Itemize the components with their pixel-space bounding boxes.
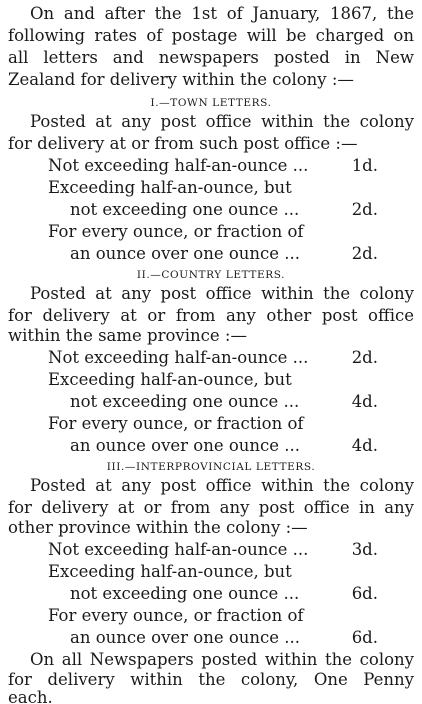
rate-label: Exceeding half-an-ounce, but: [48, 178, 292, 197]
town-rate-5: [70, 244, 378, 264]
section-heading-town: I.—TOWN LETTERS.: [150, 97, 272, 109]
rate-label: an ounce over one ounce ...: [70, 628, 301, 647]
country-rate-3: [70, 392, 378, 412]
intro-line-1: On and after the 1st of January, 1867, the: [30, 4, 414, 23]
town-rate-2: [48, 178, 378, 198]
interprovincial-rate-3: [70, 584, 378, 604]
interprovincial-rate-2: [48, 562, 378, 582]
newspapers-line-2: for delivery within the colony, One Penny: [8, 670, 414, 689]
rate-amount: 6d.: [351, 584, 378, 603]
rate-label: Exceeding half-an-ounce, but: [48, 562, 292, 581]
town-rate-4: [48, 222, 378, 242]
rate-label: Not exceeding half-an-ounce ...: [48, 156, 309, 175]
country-text-3: within the same province :—: [8, 326, 247, 345]
interprovincial-rate-5: [70, 628, 378, 648]
intro-line-3: all letters and newspapers posted in New: [8, 48, 414, 67]
country-rate-2: [48, 370, 378, 390]
rate-label: not exceeding one ounce ...: [70, 200, 300, 219]
rate-amount: 4d.: [351, 392, 378, 411]
section-heading-country: II.—COUNTRY LETTERS.: [136, 269, 286, 281]
town-text-1: Posted at any post office within the colony: [30, 112, 414, 131]
rate-label: Exceeding half-an-ounce, but: [48, 370, 292, 389]
newspapers-line-1: On all Newspapers posted within the colony: [30, 650, 414, 669]
rate-label: an ounce over one ounce ...: [70, 244, 301, 263]
town-rate-1: [48, 156, 378, 176]
country-text-2: for delivery at or from any other post office: [8, 306, 414, 325]
interprovincial-text-2: for delivery at or from any post office in any: [8, 498, 414, 517]
rate-label: For every ounce, or fraction of: [48, 222, 304, 241]
country-rate-4: [48, 414, 378, 434]
interprovincial-rate-1: [48, 540, 378, 560]
rate-label: Not exceeding half-an-ounce ...: [48, 348, 309, 367]
intro-line-4: Zealand for delivery within the colony :—: [8, 70, 354, 89]
rate-amount: 6d.: [351, 628, 378, 647]
section-heading-interprovincial: III.—INTERPROVINCIAL LETTERS.: [106, 461, 316, 473]
rate-label: an ounce over one ounce ...: [70, 436, 301, 455]
intro-line-2: following rates of postage will be charged on: [8, 26, 414, 45]
rate-amount: 2d.: [351, 200, 378, 219]
rate-amount: 4d.: [351, 436, 378, 455]
country-rate-1: [48, 348, 378, 368]
country-text-1: Posted at any post office within the colony: [30, 284, 414, 303]
country-rate-5: [70, 436, 378, 456]
newspapers-line-3: each.: [8, 688, 53, 704]
rate-label: not exceeding one ounce ...: [70, 392, 300, 411]
rate-amount: 2d.: [351, 348, 378, 367]
rate-amount: 3d.: [351, 540, 378, 559]
rate-label: Not exceeding half-an-ounce ...: [48, 540, 309, 559]
rate-label: For every ounce, or fraction of: [48, 606, 304, 625]
town-rate-3: [70, 200, 378, 220]
rate-label: not exceeding one ounce ...: [70, 584, 300, 603]
town-text-2: for delivery at or from such post office :—: [8, 134, 358, 153]
rate-amount: 1d.: [351, 156, 378, 175]
interprovincial-rate-4: [48, 606, 378, 626]
rate-label: For every ounce, or fraction of: [48, 414, 304, 433]
rate-amount: 2d.: [351, 244, 378, 263]
interprovincial-text-3: other province within the colony :—: [8, 518, 308, 537]
interprovincial-text-1: Posted at any post office within the colony: [30, 476, 414, 495]
